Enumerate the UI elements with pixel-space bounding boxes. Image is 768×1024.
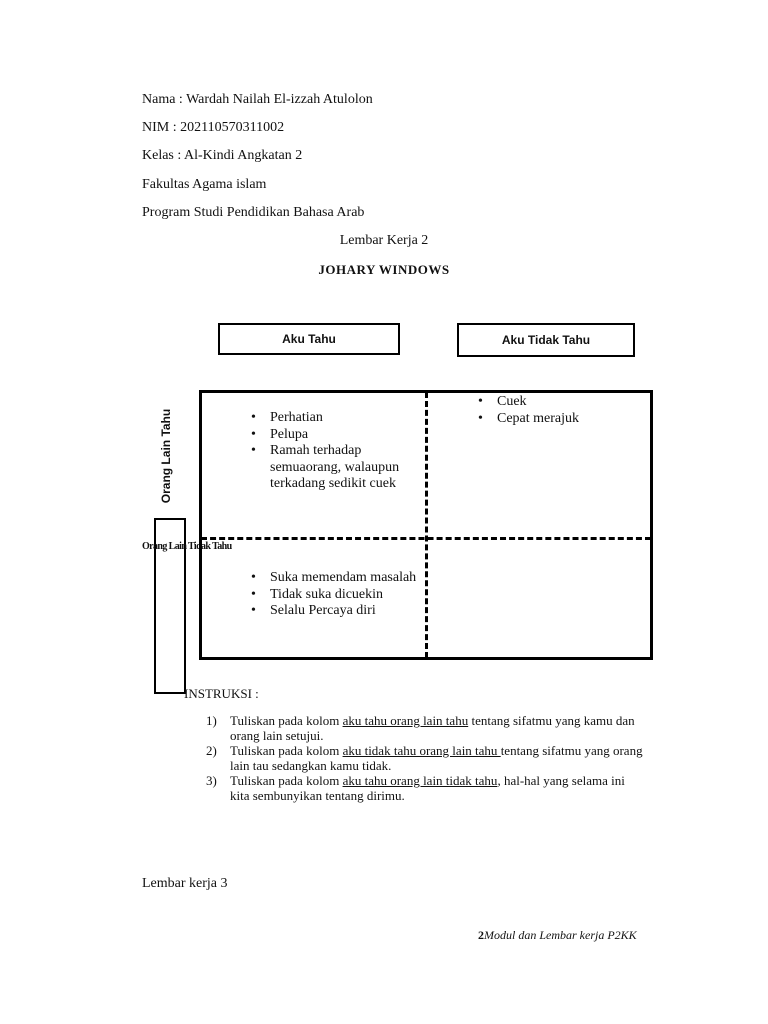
instruction-text: Tuliskan pada kolom [230,743,343,758]
column-header-unknown-label: Aku Tidak Tahu [501,333,591,347]
list-item: • Cepat merajuk [474,411,644,428]
next-worksheet-label: Lembar kerja 3 [142,876,228,891]
page-number: 2 [478,928,484,942]
list-item: • Perhatian [247,410,417,427]
student-nim: NIM : 202110570311002 [142,120,285,135]
instruction-number: 3) [206,773,217,788]
student-name: Nama : Wardah Nailah El-izzah Atulolon [142,92,373,107]
instructions-list [206,713,646,803]
row-label-unknown: Orang Lain Tidak Tahu [142,541,232,552]
instruction-text: tentang sifatmu yang kamu dan orang lain setujui. [230,713,635,743]
row-label-known: Orang Lain Tahu [159,408,173,504]
list-item: • Ramah terhadap semuaorang, walaupun terkadang sedikit cuek [247,443,417,493]
column-header-known-label: Aku Tahu [282,332,336,346]
instruction-text: , hal-hal yang selama ini kita sembunyikan tentang dirimu. [230,773,625,803]
page-footer [478,928,637,943]
grid-vertical-divider [425,392,428,658]
list-item: • Cuek [474,394,644,411]
list-item: • Pelupa [247,427,417,444]
footer-text: Modul dan Lembar kerja P2KK [484,928,637,942]
instruction-number: 2) [206,743,217,758]
instruction-text: Tuliskan pada kolom [230,773,343,788]
instruction-number: 1) [206,713,217,728]
grid-horizontal-divider [201,537,651,540]
list-item: • Selalu Percaya diri [247,603,417,620]
instruction-emphasis: aku tahu orang lain tahu [342,713,469,728]
hidden-area-list [247,570,417,620]
instruction-text: Tuliskan pada kolom [230,713,343,728]
column-header-known [218,323,400,355]
instruction-item [206,743,646,773]
instruction-emphasis: aku tahu orang lain tidak tahu [342,773,498,788]
column-header-unknown [457,323,635,357]
instruction-item [206,713,646,743]
student-program: Program Studi Pendidikan Bahasa Arab [142,205,365,220]
instruction-text: tentang sifatmu yang orang lain tau sedangkan kamu tidak. [230,743,643,773]
worksheet-label: Lembar Kerja 2 [339,233,429,248]
instruction-emphasis: aku tidak tahu orang lain tahu [342,743,501,758]
student-class: Kelas : Al-Kindi Angkatan 2 [142,148,303,163]
list-item: • Tidak suka dicuekin [247,587,417,604]
open-area-list [247,410,417,493]
list-item: • Suka memendam masalah [247,570,417,587]
blind-area-list [474,394,644,427]
worksheet-title: JOHARY WINDOWS [318,262,450,277]
instruction-item [206,773,646,803]
student-faculty: Fakultas Agama islam [142,177,267,192]
instructions-heading: INSTRUKSI : [184,686,259,701]
